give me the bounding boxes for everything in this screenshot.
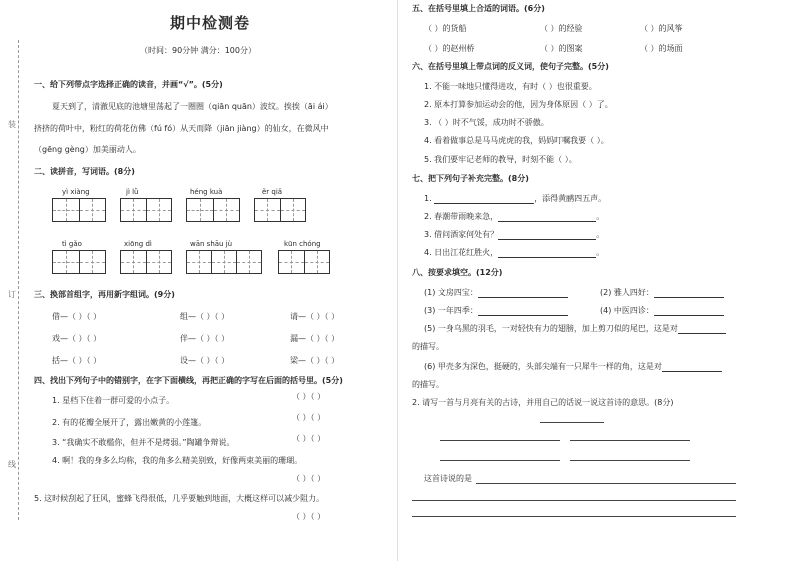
s4-heading: 四、找出下列句子中的错别字，在字下面横线，再把正确的字写在后面的括号里。(5分) [34,376,343,385]
s5-cell[interactable]: （ ）的风筝 [640,24,683,33]
exam-meta: （时间：90分钟 满分：100分） [140,46,256,55]
s7-blank[interactable] [498,230,596,240]
s8-blank[interactable] [478,288,568,298]
char-grid-4[interactable] [254,198,306,222]
s5-heading: 五、在括号里填上合适的词语。(6分) [412,4,545,13]
s8-q5-line2: 的描写。 [412,342,444,351]
s8-q5-text: (5) 一身乌黑的羽毛，一对轻快有力的翅膀，加上剪刀似的尾巴，这是对 [424,324,678,333]
answer-line[interactable] [476,483,736,484]
char-grid-2[interactable] [120,198,172,222]
s6-heading: 六、在括号里填上带点词的反义词，使句子完整。(5分) [412,62,609,71]
s8-pair-1-left[interactable] [424,288,568,298]
s3-cell[interactable]: 括—（ ）（ ） [52,356,102,365]
s3-heading: 三、换部首组字，再用新字组词。(9分) [34,290,175,299]
answer-line[interactable] [412,516,736,517]
s3-cell[interactable]: 请—（ ）（ ） [290,312,340,321]
s7-item-1-prefix: 1. [424,194,435,203]
s4-answer-paren-2[interactable]: （ ）（ ） [292,413,326,422]
s3-cell[interactable]: 伴—（ ）（ ） [180,334,230,343]
s5-cell[interactable]: （ ）的场面 [640,44,683,53]
poem-line[interactable] [440,440,560,441]
s8-label: (1) 文房四宝： [424,288,478,297]
s4-answer-paren-3[interactable]: （ ）（ ） [292,434,326,443]
s8-q6-line1[interactable] [424,362,722,372]
s3-cell[interactable]: 梁—（ ）（ ） [290,356,340,365]
poem-line[interactable] [570,440,690,441]
s6-item-4[interactable]: 4. 看着做事总是马马虎虎的我，妈妈叮嘱我要（ ）。 [424,136,609,145]
s6-item-5[interactable]: 5. 我们要牢记老师的教导，时刻不能（ ）。 [424,155,577,164]
s8-pair-2-left[interactable] [424,306,568,316]
s3-cell[interactable]: 组—（ ）（ ） [180,312,230,321]
s8-label: (4) 中医四诊： [600,306,654,315]
char-grid-8[interactable] [278,250,330,274]
s7-item-4-prefix: 4. 日出江花红胜火， [424,248,499,257]
s5-cell[interactable]: （ ）的经验 [540,24,583,33]
poem-line[interactable] [570,460,690,461]
s7-item-3-suffix: 。 [596,230,605,239]
char-grid-6[interactable] [120,250,172,274]
pinyin-2: jì lǜ [126,188,139,196]
s7-item-4-suffix: 。 [596,248,605,257]
s4-item-1: 1. 星档下住着一群可爱的小点子。 [52,396,175,405]
pinyin-8: kūn chóng [284,240,321,248]
s4-item-2: 2. 有的花瓣全展开了，露出嫩黄的小莲篷。 [52,418,207,427]
s8-q6-line2: 的描写。 [412,380,444,389]
s8-poem-lead: 这首诗说的是 [424,474,472,483]
s6-item-2[interactable]: 2. 原本打算参加运动会的他，因为身体原因（ ）了。 [424,100,613,109]
s1-line-1: 夏天到了，清澈见底的池塘里荡起了一圈圈（qiān quān）波纹。挨挨（āi ái） [52,102,333,111]
s7-heading: 七、把下列句子补充完整。(8分) [412,174,529,183]
margin-label-ding: 订 [8,290,16,299]
binding-margin-line [18,40,20,520]
s7-blank[interactable] [434,194,534,204]
page-divider [397,0,398,561]
s8-blank[interactable] [662,362,722,372]
s5-cell[interactable]: （ ）的图案 [540,44,583,53]
pinyin-6: xiōng dì [124,240,152,248]
s8-heading: 八、按要求填空。(12分) [412,268,503,277]
char-grid-7[interactable] [186,250,262,274]
answer-line[interactable] [412,500,736,501]
s7-item-3-prefix: 3. 借问酒家何处有？ [424,230,499,239]
margin-label-xian: 线 [8,460,16,469]
s7-item-2[interactable] [424,212,604,222]
s8-label: (3) 一年四季： [424,306,478,315]
pinyin-5: tì gǎo [62,240,82,248]
s4-answer-paren-4[interactable]: （ ）（ ） [292,474,326,483]
s8-pair-2-right[interactable] [600,306,724,316]
s8-pair-1-right[interactable] [600,288,724,298]
s4-item-5: 5. 这时候刮起了狂风，蜜蜂飞得很低，几乎要触到地面，大概这样可以减少阻力。 [34,494,325,503]
page-title: 期中检测卷 [170,14,251,32]
poem-title-line[interactable] [540,422,604,423]
s8-blank[interactable] [654,306,724,316]
s8-label: (2) 雅人四好： [600,288,654,297]
s4-answer-paren-1[interactable]: （ ）（ ） [292,392,326,401]
pinyin-7: wān shāu jù [190,240,233,248]
pinyin-3: héng kuà [190,188,223,196]
s1-line-2: 挤挤的荷叶中，粉红的荷花仿佛（fú fó）从天而降（jiān jiàng）的仙女，在微风中 [34,124,329,133]
s7-item-2-prefix: 2. 春潮带雨晚来急， [424,212,499,221]
s7-blank[interactable] [498,212,596,222]
s8-blank[interactable] [654,288,724,298]
char-grid-3[interactable] [186,198,240,222]
s1-line-3: （gēng gèng）加美丽动人。 [34,145,141,154]
s7-item-2-suffix: 。 [596,212,605,221]
char-grid-1[interactable] [52,198,106,222]
s7-item-3[interactable] [424,230,604,240]
pinyin-4: ěr qiǎ [262,188,283,196]
s4-item-3: 3. “我确实不敢槛你，但并不是烤弱。”陶罐争辩说。 [52,438,235,447]
s7-item-1[interactable] [424,194,606,204]
margin-label-zhuang: 装 [8,120,16,129]
s8-blank[interactable] [478,306,568,316]
s8-q2: 2. 请写一首与月亮有关的古诗，并用自己的话说一说这首诗的意思。(8分) [412,398,674,407]
s3-cell[interactable]: 漏—（ ）（ ） [290,334,340,343]
s7-blank[interactable] [498,248,596,258]
s7-item-4[interactable] [424,248,604,258]
s5-cell[interactable]: （ ）的赵州桥 [424,44,475,53]
s6-item-3[interactable]: 3. （ ）时不气馁，成功时不骄傲。 [424,118,549,127]
s2-heading: 二、读拼音，写词语。(8分) [34,167,135,176]
s8-q5-line1[interactable] [424,324,726,334]
s4-item-4: 4. 啊！我的身多么均称，我的角多么精美别致，好像两束美丽的珊瑚。 [52,456,303,465]
char-grid-5[interactable] [52,250,106,274]
poem-line[interactable] [440,460,560,461]
s6-item-1[interactable]: 1. 不能一味地只懂得进攻，有时（ ）也很重要。 [424,82,597,91]
s3-cell[interactable]: 设—（ ）（ ） [180,356,230,365]
s8-q6-text: (6) 甲壳多为深色，挺硬的，头部尖端有一只犀牛一样的角，这是对 [424,362,662,371]
s4-answer-paren-5[interactable]: （ ）（ ） [292,512,326,521]
s7-item-1-suffix: ，添得黄鹂四五声。 [534,194,607,203]
s3-cell[interactable]: 借—（ ）（ ） [52,312,102,321]
s3-cell[interactable]: 戏—（ ）（ ） [52,334,102,343]
s5-cell[interactable]: （ ）的货船 [424,24,467,33]
s1-heading: 一、给下列带点字选择正确的读音，并画“√”。(5分) [34,80,223,89]
s8-blank[interactable] [678,324,726,334]
pinyin-1: yì xiàng [62,188,90,196]
